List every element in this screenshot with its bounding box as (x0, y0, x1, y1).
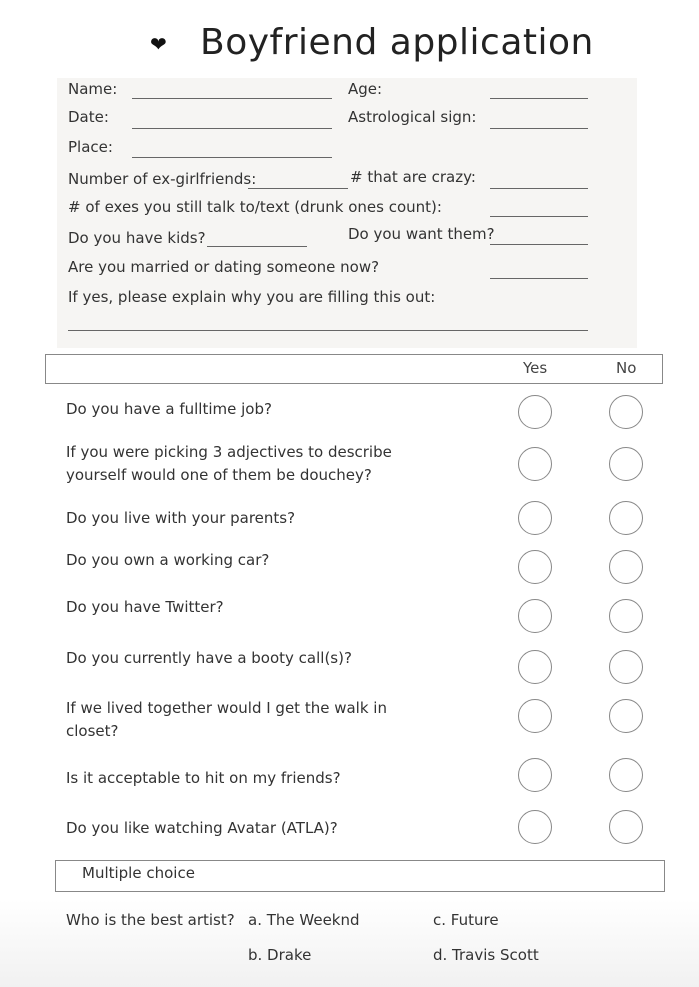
q3-no-radio[interactable] (609, 501, 643, 535)
explain-field[interactable] (68, 330, 588, 331)
question-4: Do you own a working car? (66, 551, 270, 569)
q6-yes-radio[interactable] (518, 650, 552, 684)
question-6: Do you currently have a booty call(s)? (66, 649, 352, 667)
artist-question: Who is the best artist? (66, 911, 235, 929)
explain-label: If yes, please explain why you are filling this out: (68, 288, 436, 306)
q8-no-radio[interactable] (609, 758, 643, 792)
no-column-label: No (616, 359, 637, 377)
q4-no-radio[interactable] (609, 550, 643, 584)
option-d[interactable]: d. Travis Scott (433, 946, 539, 964)
place-label: Place: (68, 138, 113, 156)
question-7: If we lived together would I get the walk in closet? (66, 699, 387, 740)
talk-field[interactable] (490, 216, 588, 217)
talk-label: # of exes you still talk to/text (drunk ones count): (68, 198, 442, 216)
page-title: Boyfriend application (200, 22, 594, 63)
q5-no-radio[interactable] (609, 599, 643, 633)
q5-yes-radio[interactable] (518, 599, 552, 633)
question-5: Do you have Twitter? (66, 598, 224, 616)
q1-no-radio[interactable] (609, 395, 643, 429)
exes-label: Number of ex-girlfriends: (68, 170, 257, 188)
question-8: Is it acceptable to hit on my friends? (66, 769, 341, 787)
option-a[interactable]: a. The Weeknd (248, 911, 360, 929)
q3-yes-radio[interactable] (518, 501, 552, 535)
name-label: Name: (68, 80, 118, 98)
q2-yes-radio[interactable] (518, 447, 552, 481)
sign-label: Astrological sign: (348, 108, 477, 126)
kids-field[interactable] (207, 246, 307, 247)
name-field[interactable] (132, 98, 332, 99)
kids-label: Do you have kids? (68, 229, 206, 247)
date-field[interactable] (132, 128, 332, 129)
question-3: Do you live with your parents? (66, 509, 296, 527)
multiple-choice-header: Multiple choice (82, 864, 195, 882)
yes-column-label: Yes (523, 359, 548, 377)
sign-field[interactable] (490, 128, 588, 129)
q9-no-radio[interactable] (609, 810, 643, 844)
place-field[interactable] (132, 157, 332, 158)
crazy-label: # that are crazy: (350, 168, 476, 186)
question-1: Do you have a fulltime job? (66, 400, 272, 418)
question-2: If you were picking 3 adjectives to describe yourself would one of them be douchey? (66, 443, 392, 484)
q6-no-radio[interactable] (609, 650, 643, 684)
married-label: Are you married or dating someone now? (68, 258, 380, 276)
q1-yes-radio[interactable] (518, 395, 552, 429)
exes-field[interactable] (248, 188, 348, 189)
crazy-field[interactable] (490, 188, 588, 189)
q9-yes-radio[interactable] (518, 810, 552, 844)
heart-icon: ❤ (150, 32, 167, 56)
married-field[interactable] (490, 278, 588, 279)
question-9: Do you like watching Avatar (ATLA)? (66, 819, 338, 837)
option-c[interactable]: c. Future (433, 911, 499, 929)
yes-no-header-bar (45, 354, 663, 384)
date-label: Date: (68, 108, 109, 126)
age-label: Age: (348, 80, 383, 98)
age-field[interactable] (490, 98, 588, 99)
q8-yes-radio[interactable] (518, 758, 552, 792)
q2-no-radio[interactable] (609, 447, 643, 481)
q7-yes-radio[interactable] (518, 699, 552, 733)
q4-yes-radio[interactable] (518, 550, 552, 584)
option-b[interactable]: b. Drake (248, 946, 312, 964)
want-field[interactable] (490, 244, 588, 245)
q7-no-radio[interactable] (609, 699, 643, 733)
want-label: Do you want them? (348, 225, 495, 243)
